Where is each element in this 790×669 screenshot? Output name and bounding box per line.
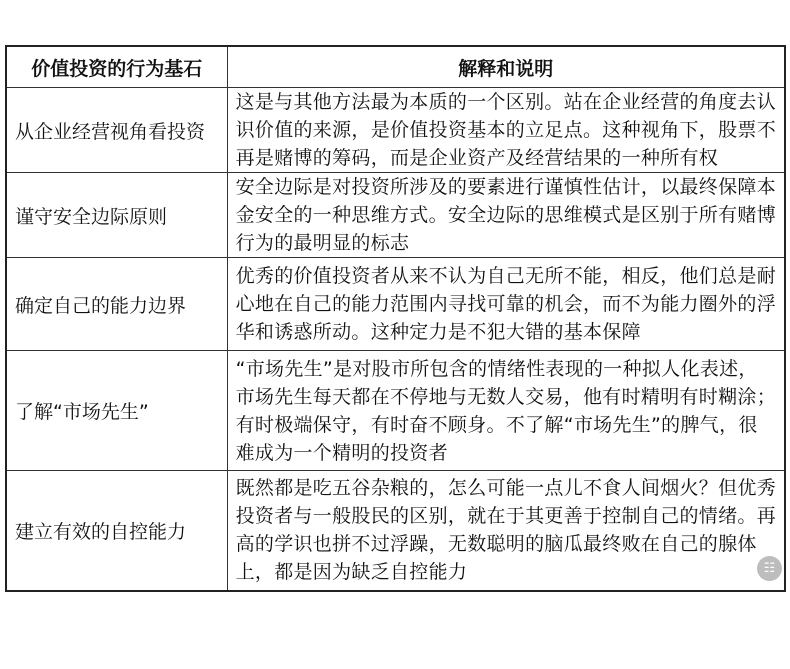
row-principle: 建立有效的自控能力 <box>6 471 227 591</box>
text-line: 既然都是吃五谷杂粮的，怎么可能一点儿不食人间烟火？但优秀 <box>235 477 776 500</box>
table-row <box>6 173 785 258</box>
table-header <box>6 46 785 88</box>
text-line: 上，都是因为缺乏自控能力 <box>235 561 468 584</box>
text-line: 市场先生每天都在不停地与无数人交易，他有时精明有时糊涂； <box>235 385 776 408</box>
table-row <box>6 351 785 471</box>
table-row <box>6 88 785 173</box>
text-line: 投资者与一般股民的区别，就在于其更善于控制自己的情绪。再 <box>235 505 776 528</box>
row-principle: 了解“市场先生” <box>6 351 227 471</box>
text-line: 华和诱惑所动。这种定力是不犯大错的基本保障 <box>235 321 641 343</box>
table-row <box>6 258 785 351</box>
text-line: 安全边际是对投资所涉及的要素进行谨慎性估计，以最终保障本 <box>235 176 776 198</box>
text-line: 有时极端保守，有时奋不顾身。不了解“市场先生”的脾气，很 <box>235 413 758 436</box>
text-line: 这是与其他方法最为本质的一个区别。站在企业经营的角度去认 <box>235 91 776 113</box>
row-explanation <box>227 88 785 173</box>
text-line: 行为的最明显的标志 <box>235 232 410 254</box>
text-line: 金安全的一种思维方式。安全边际的思维模式是区别于所有赌博 <box>235 204 776 226</box>
text-line: 优秀的价值投资者从来不认为自己无所不能，相反，他们总是耐 <box>235 265 776 287</box>
text-line: 难成为一个精明的投资者 <box>235 441 448 464</box>
text-line: 识价值的来源，是价值投资基本的立足点。这种视角下，股票不 <box>235 119 776 141</box>
row-principle: 谨守安全边际原则 <box>6 173 227 258</box>
row-principle: 从企业经营视角看投资 <box>6 88 227 173</box>
text-line: “市场先生”是对股市所包含的情绪性表现的一种拟人化表述， <box>235 357 758 380</box>
scan-text-icon[interactable]: ☷ <box>757 556 782 581</box>
row-explanation <box>227 471 785 591</box>
text-line: 再是赌博的筹码，而是企业资产及经营结果的一种所有权 <box>235 147 719 169</box>
table-row <box>6 471 785 591</box>
value-investing-table <box>5 45 786 592</box>
row-explanation <box>227 173 785 258</box>
row-explanation <box>227 258 785 351</box>
header-principle: 价值投资的行为基石 <box>6 46 227 88</box>
header-explanation: 解释和说明 <box>227 46 785 88</box>
text-line: 心地在自己的能力范围内寻找可靠的机会，而不为能力圈外的浮 <box>235 293 776 315</box>
row-principle: 确定自己的能力边界 <box>6 258 227 351</box>
row-explanation <box>227 351 785 471</box>
text-line: 高的学识也拼不过浮躁，无数聪明的脑瓜最终败在自己的腺体 <box>235 533 757 556</box>
